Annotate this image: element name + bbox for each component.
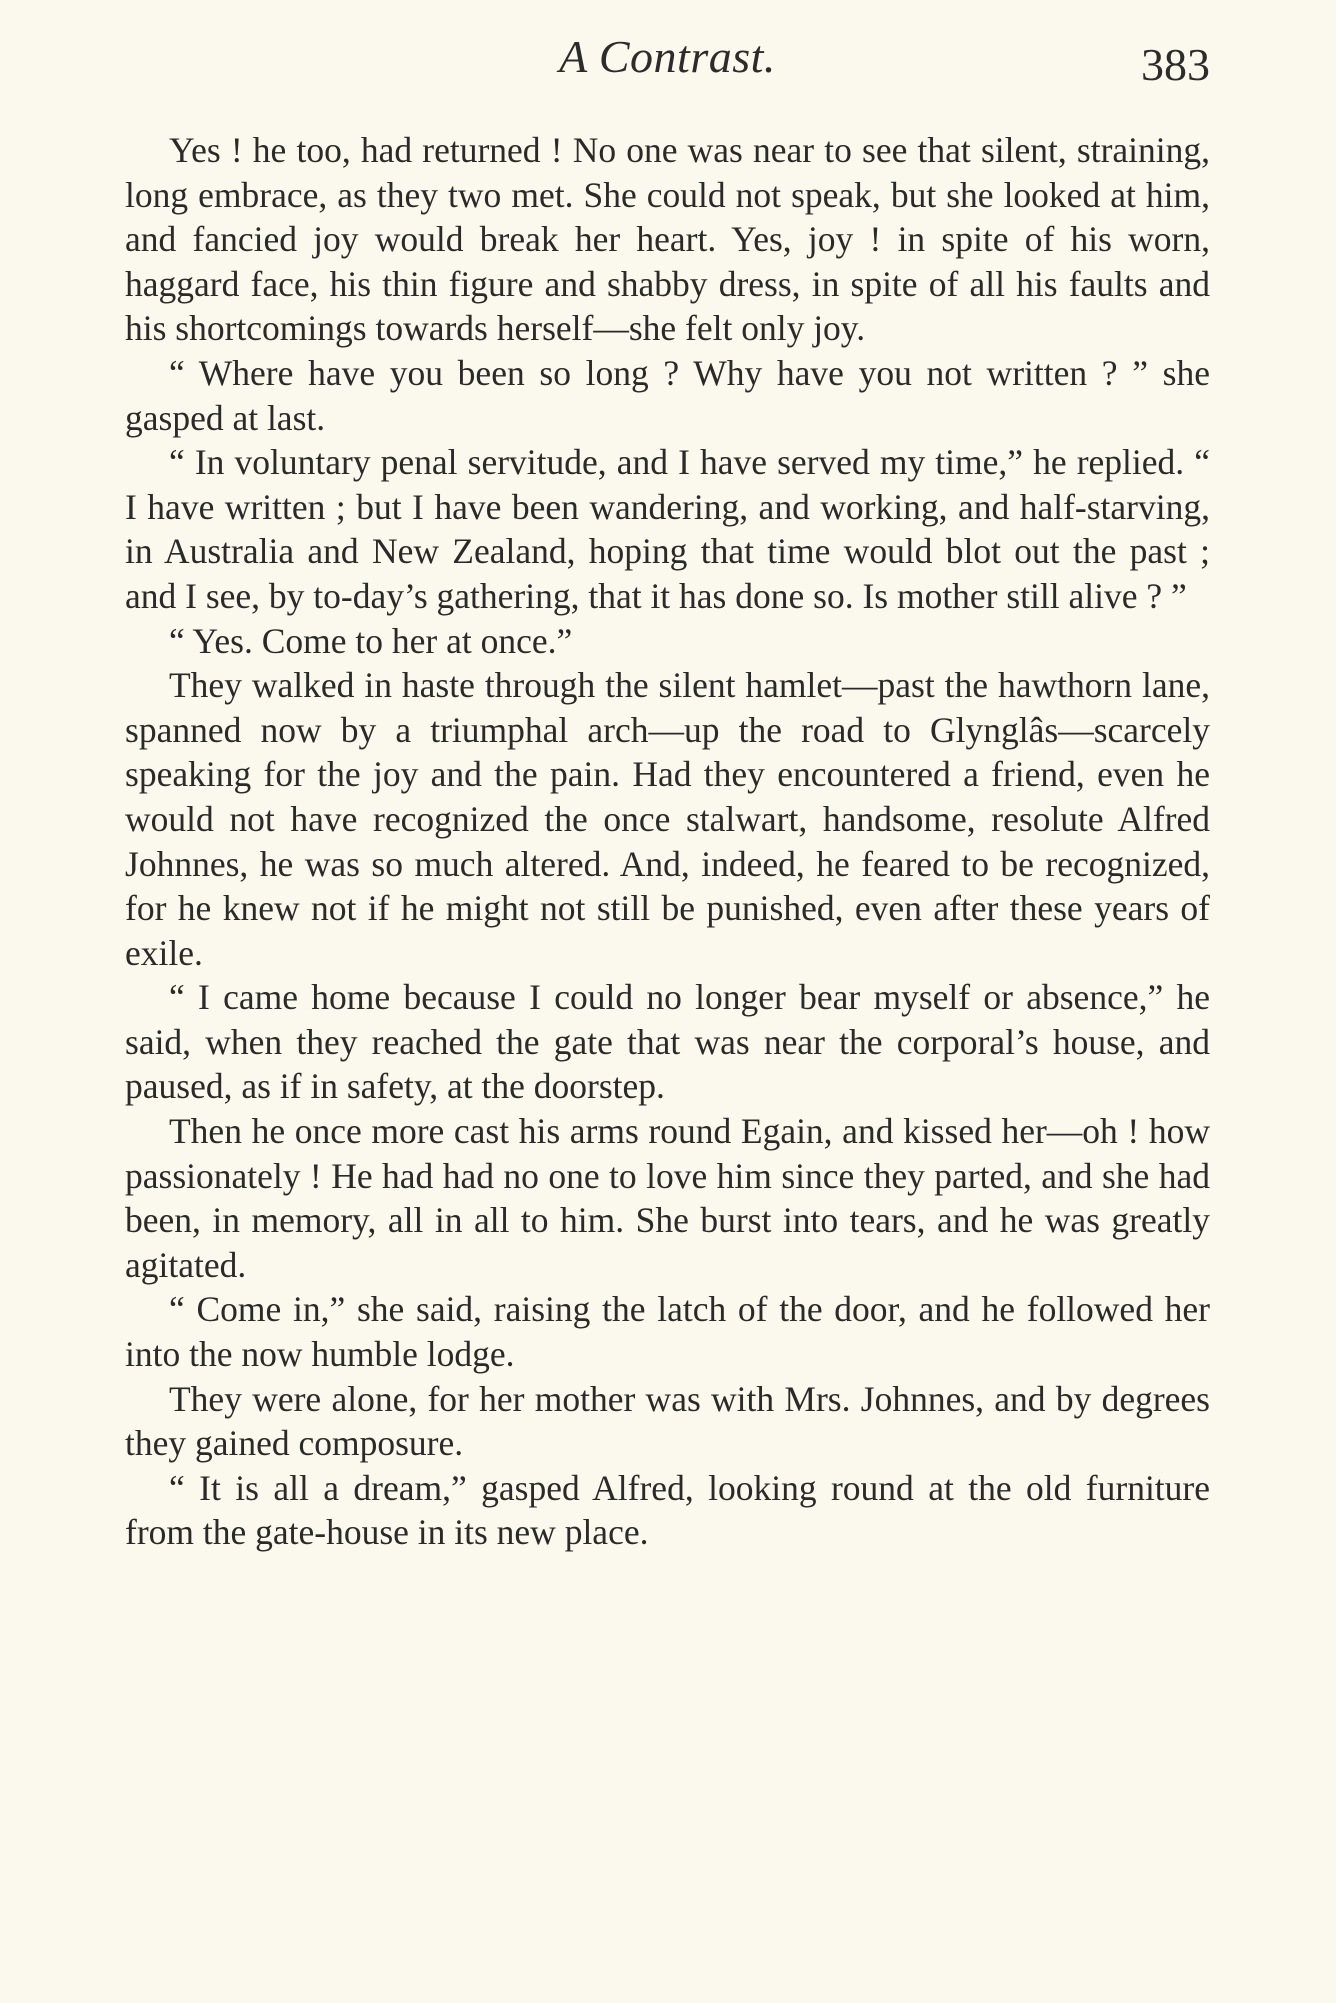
running-head [125,30,1210,90]
paragraph: Then he once more cast his arms round Egain, and kissed her—oh ! how passionately ! He had had no one to love him since they parted, and she had been, in memory, all in all to him. She burst into tears, and he was greatly agitated. [125,1111,1210,1285]
paragraph: They were alone, for her mother was with Mrs. Johnnes, and by degrees they gained composure. [125,1378,1210,1464]
page-number: 383 [1141,39,1210,90]
paragraph: “ Come in,” she said, raising the latch of the door, and he followed her into the now humble lodge. [125,1289,1210,1375]
paragraph: “ In voluntary penal servitude, and I have served my time,” he replied. “ I have written ; but I have been wandering, and working, and half-starving, in Australia and New Zealand, hoping that time would blot out the past ; and I see, by to-day’s gathering, that it has done so. Is mother still alive ? ” [125,442,1210,616]
running-title: A Contrast. [559,31,776,82]
body-text [125,128,1210,1555]
paragraph: Yes ! he too, had returned ! No one was near to see that silent, straining, long embrace, as they two met. She could not speak, but she looked at him, and fancied joy would break her heart. Yes, joy ! in spite of his worn, haggard face, his thin figure and shabby dress, in spite of all his faults and his shortcomings towards herself—she felt only joy. [125,130,1210,349]
paragraph: They walked in haste through the silent hamlet—past the hawthorn lane, spanned now by a triumphal arch—up the road to Glynglâs—scarcely speaking for the joy and the pain. Had they encountered a friend, even he would not have recognized the once stalwart, handsome, resolute Alfred Johnnes, he was so much altered. And, indeed, he feared to be recognized, for he knew not if he might not still be punished, even after these years of exile. [125,665,1210,973]
paragraph: “ I came home because I could no longer bear myself or absence,” he said, when they reached the gate that was near the corporal’s house, and paused, as if in safety, at the doorstep. [125,977,1210,1107]
paragraph: “ It is all a dream,” gasped Alfred, looking round at the old furniture from the gate-house in its new place. [125,1467,1210,1553]
paragraph: “ Yes. Come to her at once.” [169,620,573,661]
paragraph: “ Where have you been so long ? Why have you not written ? ” she gasped at last. [125,352,1210,438]
